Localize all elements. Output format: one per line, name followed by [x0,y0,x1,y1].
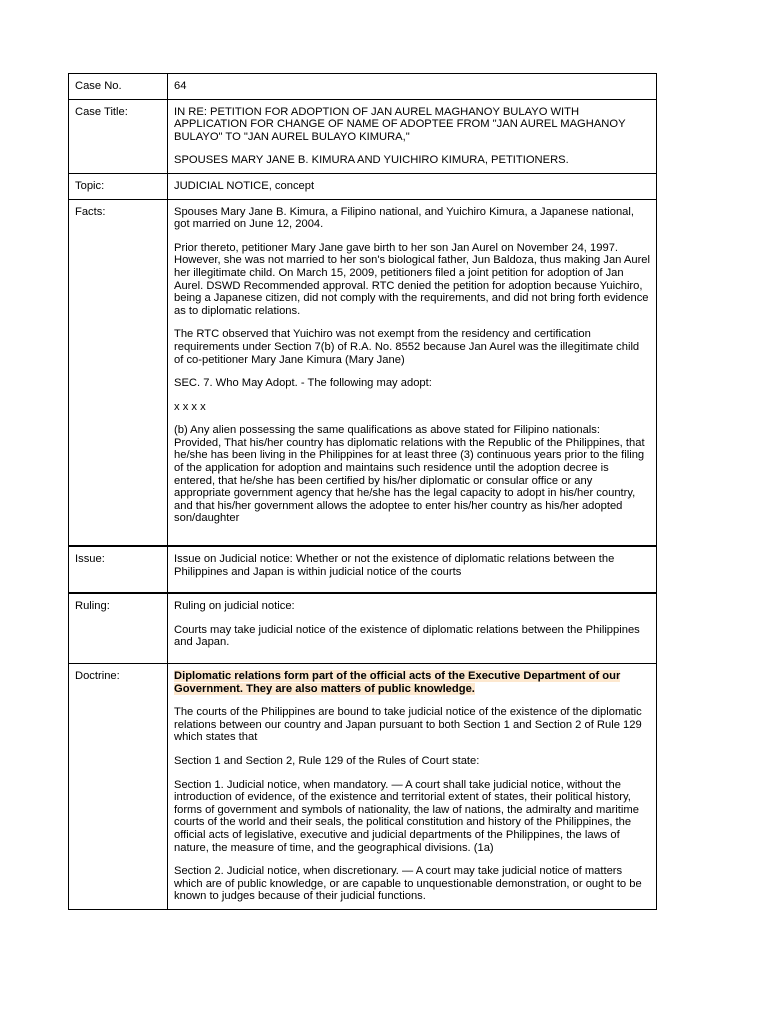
ruling-text: Courts may take judicial notice of the existence of diplomatic relations between the Philippines and Japan. [174,623,640,649]
case-digest-page [68,73,657,910]
doctrine-highlight: Diplomatic relations form part of the official acts of the Executive Department of our Government. They are also matters of public knowledge. [174,670,621,695]
row-ruling [69,593,657,663]
doctrine-value [168,664,657,910]
issue-value: Issue on Judicial notice: Whether or not the existence of diplomatic relations between the Philippines and Japan is within judicial notice of the courts [168,546,657,593]
doctrine-paragraph: Section 2. Judicial notice, when discretionary. — A court may take judicial notice of matters which are of public knowledge, or are capable to unquestionable demonstration, or ought to be known to judges because of their judicial functions. [174,865,642,903]
row-case-title [69,99,657,173]
facts-paragraph: Prior thereto, petitioner Mary Jane gave birth to her son Jan Aurel on November 24, 1997. However, she was not married to her son's biological father, Jun Baldoza, thus making Jan Aurel her illegitimate child. On March 15, 2009, petitioners filed a joint petition for adoption of Jan Aurel. DSWD Recommended approval. RTC denied the petition for adoption because Yuichiro, being a Japanese citizen, did not comply with the requirements, and did not bring forth evidence as to diplomatic relations. [174,241,650,317]
facts-label: Facts: [69,199,168,546]
doctrine-label: Doctrine: [69,664,168,910]
row-doctrine [69,664,657,910]
issue-label: Issue: [69,546,168,593]
facts-paragraph: (b) Any alien possessing the same qualifications as above stated for Filipino nationals: Provided, That his/her country has diplomatic relations with the Republic of the Philippines, that he/she has been living in the Philippines for at least three (3) continuous years prior to the filing of the application for adoption and maintains such residence until the adoption decree is entered, that he/she has been certified by his/her diplomatic or consular office or any appropriate government agency that he/she has the legal capacity to adopt in his/her country, and that his/her government allows the adoptee to enter his/her country as his/her adopted son/daughter [174,424,645,525]
row-case-no [69,74,657,100]
case-title-label: Case Title: [69,99,168,173]
row-issue [69,546,657,593]
facts-paragraph: Spouses Mary Jane B. Kimura, a Filipino national, and Yuichiro Kimura, a Japanese national, got married on June 12, 2004. [174,205,634,231]
case-title-value [168,99,657,173]
case-no-value: 64 [168,74,657,100]
topic-label: Topic: [69,173,168,199]
case-digest-table [68,73,657,910]
doctrine-highlight-paragraph [174,670,650,695]
doctrine-paragraph: The courts of the Philippines are bound to take judicial notice of the existence of the diplomatic relations between our country and Japan pursuant to both Section 1 and Section 2 of Rule 129 which states that [174,706,642,744]
ruling-label: Ruling: [69,593,168,663]
case-title-text: IN RE: PETITION FOR ADOPTION OF JAN AUREL MAGHANOY BULAYO WITH APPLICATION FOR CHANGE OF NAME OF ADOPTEE FROM "JAN AUREL MAGHANOY BULAYO" TO "JAN AUREL BULAYO KIMURA," [174,105,626,143]
row-facts [69,199,657,546]
facts-paragraph: The RTC observed that Yuichiro was not exempt from the residency and certification requirements under Section 7(b) of R.A. No. 8552 because Jan Aurel was the illegitimate child of co-petitioner Mary Jane Kimura (Mary Jane) [174,328,640,366]
doctrine-paragraph: Section 1 and Section 2, Rule 129 of the Rules of Court state: [174,754,480,767]
ruling-value [168,593,657,663]
case-title-parties: SPOUSES MARY JANE B. KIMURA AND YUICHIRO KIMURA, PETITIONERS. [174,154,569,167]
facts-paragraph: x x x x [174,400,206,413]
topic-value: JUDICIAL NOTICE, concept [168,173,657,199]
doctrine-paragraph: Section 1. Judicial notice, when mandatory. — A court shall take judicial notice, without the introduction of evidence, of the existence and territorial extent of states, their political history, forms of government and symbols of nationality, the law of nations, the admiralty and maritime courts of the world and their seals, the political constitution and history of the Philippines, the official acts of legislative, executive and judicial departments of the Philippines, the laws of nature, the measure of time, and the geographical divisions. (1a) [174,778,639,854]
case-no-label: Case No. [69,74,168,100]
facts-value [168,199,657,546]
row-topic [69,173,657,199]
facts-paragraph: SEC. 7. Who May Adopt. - The following may adopt: [174,377,432,390]
ruling-heading: Ruling on judicial notice: [174,600,295,613]
